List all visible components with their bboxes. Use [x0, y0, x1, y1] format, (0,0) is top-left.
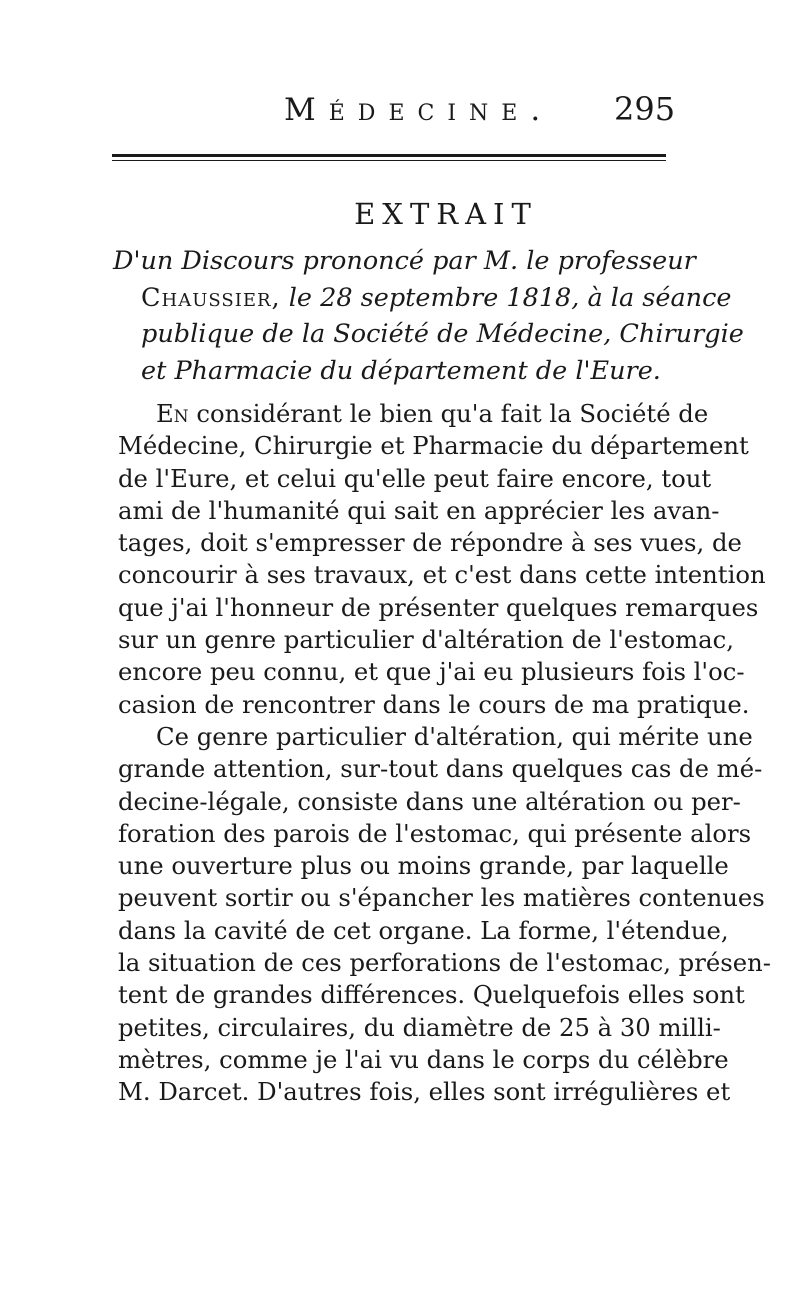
- body-text: [118, 398, 771, 1109]
- subtitle-line-2: [113, 280, 732, 317]
- paragraph-2-line-6: peuvent sortir ou s'épancher les matières contenues: [118, 883, 765, 913]
- subtitle-line-4: et Pharmacie du département de l'Eure.: [141, 355, 661, 386]
- running-title: Médecine.: [284, 92, 554, 128]
- header-rule-thick: [112, 154, 666, 157]
- paragraph-1-line-9: encore peu connu, et que j'ai eu plusieurs fois l'oc-: [118, 657, 745, 687]
- subtitle-line-2-text: le 28 septembre 1818, à la séance: [288, 282, 732, 313]
- paragraph-2-line-4: foration des parois de l'estomac, qui présente alors: [118, 818, 752, 848]
- paragraph-2-line-8: la situation de ces perforations de l'estomac, présen-: [118, 948, 771, 978]
- paragraph-2-line-5: une ouverture plus ou moins grande, par laquelle: [118, 851, 729, 881]
- paragraph-1-line-5: tages, doit s'empresser de répondre à ses vues, de: [118, 528, 742, 558]
- paragraph-1-line-6: concourir à ses travaux, et c'est dans cette intention: [118, 560, 766, 590]
- paragraph-2-line-12: M. Darcet. D'autres fois, elles sont irrégulières et: [118, 1077, 731, 1107]
- paragraph-1-line-1: [118, 398, 709, 430]
- paragraph-2-line-7: dans la cavité de cet organe. La forme, l'étendue,: [118, 915, 729, 945]
- paragraph-1-line-2: Médecine, Chirurgie et Pharmacie du département: [118, 431, 749, 461]
- paragraph-1-line-3: de l'Eure, et celui qu'elle peut faire encore, tout: [118, 463, 712, 493]
- paragraph-2-line-2: grande attention, sur-tout dans quelques cas de mé-: [118, 754, 763, 784]
- paragraph-1-line-10: casion de rencontrer dans le cours de ma pratique.: [118, 689, 750, 719]
- running-head: [0, 92, 800, 136]
- heading-text: EXTRAIT: [354, 197, 538, 231]
- paragraph-2-line-9: tent de grandes différences. Quelquefois elles sont: [118, 980, 745, 1010]
- paragraph-2-line-11: mètres, comme je l'ai vu dans le corps du célèbre: [118, 1044, 729, 1074]
- header-rule-thin: [112, 160, 666, 161]
- subtitle-line-3: publique de la Société de Médecine, Chirurgie: [141, 319, 744, 349]
- paragraph-2-line-1: Ce genre particulier d'altération, qui mérite une: [156, 721, 753, 751]
- page-number: 295: [614, 90, 676, 128]
- section-heading: [0, 197, 800, 231]
- author-name: Chaussier,: [141, 282, 281, 313]
- paragraph-1-line-7: que j'ai l'honneur de présenter quelques remarques: [118, 592, 759, 622]
- paragraph-2-line-10: petites, circulaires, du diamètre de 25 à 30 milli-: [118, 1012, 721, 1042]
- subtitle-line-1: D'un Discours prononcé par M. le professeur: [113, 246, 696, 276]
- dropcap: En: [156, 399, 189, 428]
- paragraph-1-line-8: sur un genre particulier d'altération de l'estomac,: [118, 625, 734, 655]
- paragraph-1-line-1-text: considérant le bien qu'a fait la Société de: [196, 399, 709, 428]
- subtitle: [113, 243, 744, 389]
- paragraph-2-line-3: decine-légale, consiste dans une altération ou per-: [118, 786, 741, 816]
- paragraph-1-line-4: ami de l'humanité qui sait en apprécier les avan-: [118, 495, 720, 525]
